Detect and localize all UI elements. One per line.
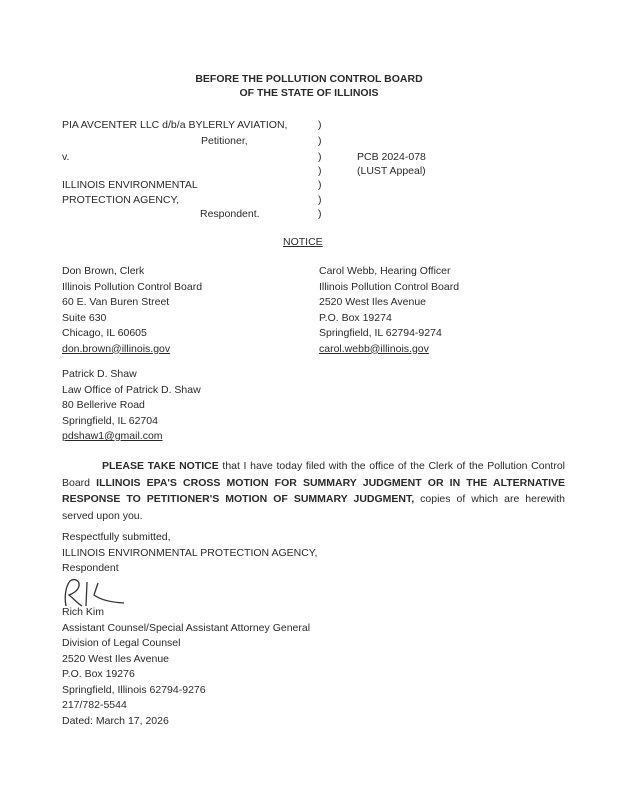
recipient-org: Illinois Pollution Control Board bbox=[62, 280, 203, 293]
recipient-street: 2520 West Iles Avenue bbox=[319, 296, 427, 308]
notice-lead: PLEASE TAKE NOTICE bbox=[102, 460, 219, 472]
signer-po-box: P.O. Box 19276 bbox=[62, 668, 135, 680]
signer-division: Division of Legal Counsel bbox=[62, 637, 181, 649]
date-line: Dated: March 17, 2026 bbox=[62, 714, 169, 727]
signer-name: Rich Kim bbox=[62, 606, 105, 618]
notice-text-1: that I have today filed with the office of the Clerk of the Pollution Control Board bbox=[62, 460, 565, 489]
signer-phone: 217/782-5544 bbox=[62, 699, 127, 711]
notice-text-2: copies of which are herewith served upon you. bbox=[62, 493, 565, 522]
respondent-label: Respondent. bbox=[200, 208, 260, 220]
signer-street: 2520 West Iles Avenue bbox=[62, 652, 170, 665]
service-recipient-counsel bbox=[62, 367, 201, 445]
case-type: (LUST Appeal) bbox=[357, 165, 426, 177]
respondent-name-line-2: PROTECTION AGENCY, bbox=[62, 194, 180, 206]
caption-paren: ) bbox=[318, 135, 322, 147]
signer-city: Springfield, Illinois 62794-9276 bbox=[62, 683, 206, 696]
valediction: Respectfully submitted, bbox=[62, 531, 171, 543]
recipient-suite: Suite 630 bbox=[62, 311, 107, 324]
caption-paren: ) bbox=[318, 208, 322, 220]
recipient-name: Carol Webb, Hearing Officer bbox=[319, 265, 451, 277]
recipient-city: Springfield, IL 62704 bbox=[62, 414, 158, 427]
closing-block bbox=[62, 530, 317, 577]
recipient-email-link[interactable]: carol.webb@illinois.gov bbox=[319, 342, 429, 355]
recipient-po-box: P.O. Box 19274 bbox=[319, 311, 392, 324]
court-heading-line-2: OF THE STATE OF ILLINOIS bbox=[239, 87, 379, 99]
recipient-street: 60 E. Van Buren Street bbox=[62, 296, 170, 308]
versus-label: v. bbox=[62, 151, 70, 163]
notice-document-title: ILLINOIS EPA'S CROSS MOTION FOR SUMMARY JUDGMENT OR IN THE ALTERNATIVE RESPONSE TO PETITIONER'S MOTION OF SUMMARY JUDGMENT, bbox=[62, 476, 565, 505]
recipient-org: Illinois Pollution Control Board bbox=[319, 280, 460, 293]
respondent-role: Respondent bbox=[62, 562, 119, 574]
notice-heading: NOTICE bbox=[283, 236, 323, 248]
petitioner-name: PIA AVCENTER LLC d/b/a BYLERLY AVIATION, bbox=[62, 119, 288, 131]
court-heading bbox=[0, 72, 618, 100]
recipient-org: Law Office of Patrick D. Shaw bbox=[62, 383, 201, 396]
recipient-name: Patrick D. Shaw bbox=[62, 368, 137, 380]
caption-paren: ) bbox=[318, 194, 322, 206]
recipient-email-link[interactable]: pdshaw1@gmail.com bbox=[62, 430, 163, 442]
caption-paren: ) bbox=[318, 151, 322, 163]
recipient-email-link[interactable]: don.brown@illinois.gov bbox=[62, 342, 171, 355]
respondent-name-line-1: ILLINOIS ENVIRONMENTAL bbox=[62, 179, 198, 191]
service-recipient-hearing-officer bbox=[319, 264, 459, 357]
caption-paren: ) bbox=[318, 165, 322, 177]
notice-paragraph bbox=[62, 458, 565, 524]
signer-title: Assistant Counsel/Special Assistant Attorney General bbox=[62, 621, 311, 634]
caption-paren: ) bbox=[318, 119, 322, 131]
service-recipient-clerk bbox=[62, 264, 202, 357]
recipient-street: 80 Bellerive Road bbox=[62, 399, 145, 411]
caption-paren: ) bbox=[318, 179, 322, 191]
recipient-city: Springfield, IL 62794-9274 bbox=[319, 327, 442, 339]
agency-name: ILLINOIS ENVIRONMENTAL PROTECTION AGENCY, bbox=[62, 546, 318, 559]
court-heading-line-1: BEFORE THE POLLUTION CONTROL BOARD bbox=[195, 73, 423, 85]
petitioner-label: Petitioner, bbox=[201, 135, 248, 147]
recipient-city: Chicago, IL 60605 bbox=[62, 327, 147, 339]
recipient-name: Don Brown, Clerk bbox=[62, 265, 145, 277]
case-number: PCB 2024-078 bbox=[357, 151, 426, 163]
signer-block bbox=[62, 605, 310, 729]
